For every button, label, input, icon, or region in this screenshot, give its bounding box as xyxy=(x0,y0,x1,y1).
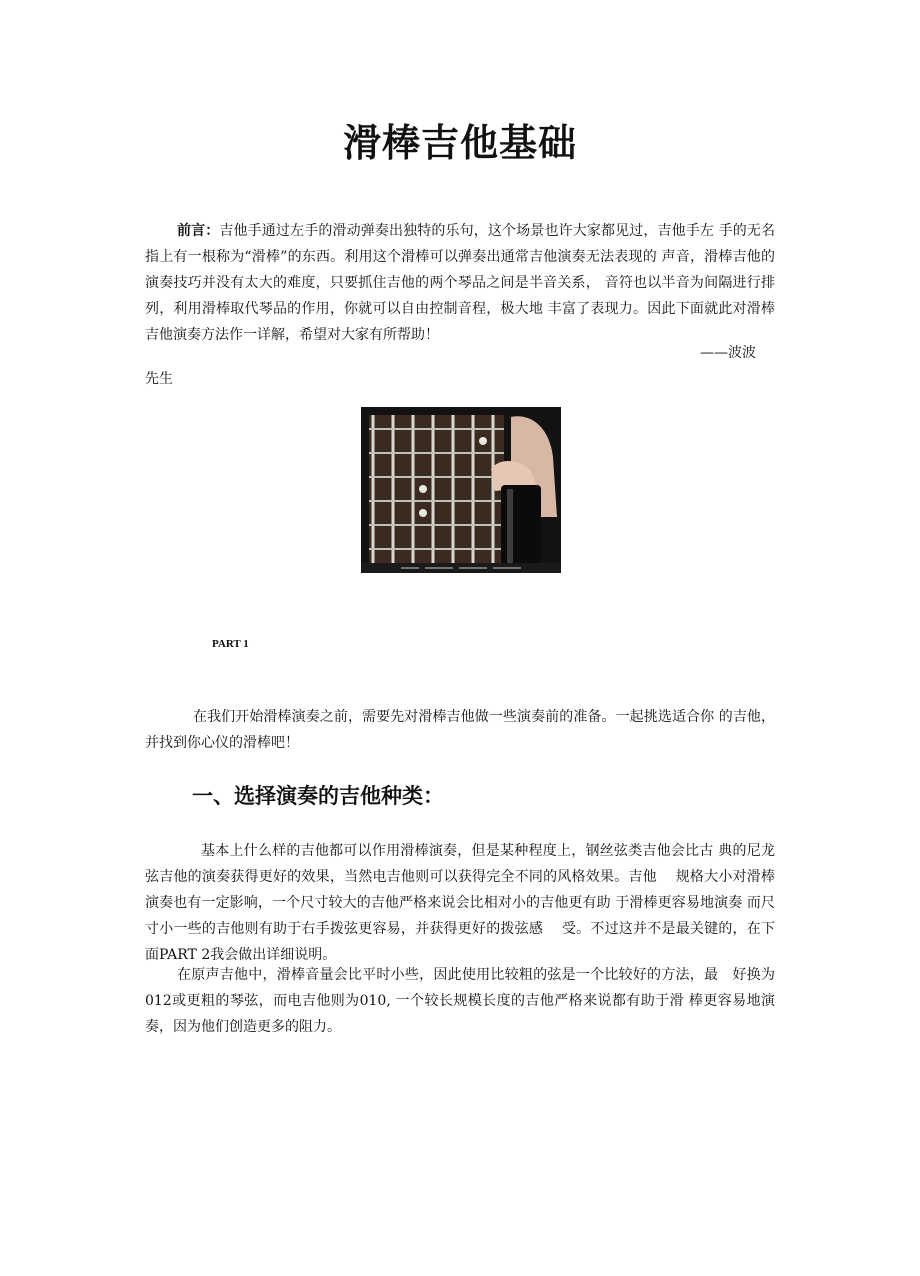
intro-paragraph: 在我们开始滑棒演奏之前，需要先对滑棒吉他做一些演奏前的准备。一起挑选适合你 的吉他，并找到你心仪的滑棒吧！ xyxy=(145,709,775,751)
author-signature-continued: 先生 xyxy=(145,371,173,387)
preface-text: 吉他手通过左手的滑动弹奏出独特的乐句，这个场景也许大家都见过，吉他手左 手的无名指上有一根称为“滑棒”的东西。利用这个滑棒可以弹奏出通常吉他演奏无法表现的 声音，滑棒吉他的演奏技巧并没有太大的难度，只要抓住吉他的两个琴品之间是半音关系， 音符也以半音为间隔进行排列，利用滑棒取代琴品的作用，你就可以自由控制音程，极大地 丰富了表现力。因此下面就此对滑棒吉他演奏方法作一详解，希望对大家有所帮助！ xyxy=(145,223,776,343)
preface-lead: 前言： xyxy=(177,223,220,239)
guitar-slide-photo xyxy=(361,407,561,573)
body-paragraph-1: 基本上什么样的吉他都可以作用滑棒演奏，但是某种程度上，钢丝弦类吉他会比古 典的尼龙弦吉他的演奏获得更好的效果，当然电吉他则可以获得完全不同的风格效果。吉他 规格大小对滑棒演奏也有一定影响，一个尺寸较大的吉他严格来说会比相对小的吉他更有助 于滑棒更容易地演奏 而尺寸小一些的吉他则有助于右手拨弦更容易，并获得更好的拨弦感 受。不过这并不是最关键的，在下面PART 2我会做出详细说明。 xyxy=(145,843,775,963)
preface-paragraph xyxy=(145,218,775,348)
guitar-slide-photo-icon xyxy=(361,407,561,573)
section-heading: 一、选择演奏的吉他种类： xyxy=(192,784,444,808)
part-label: PART 1 xyxy=(212,638,249,650)
page-title: 滑棒吉他基础 xyxy=(342,121,577,165)
author-signature: ——波波 xyxy=(700,345,756,361)
body-paragraph-2: 在原声吉他中，滑棒音量会比平时小些，因此使用比较粗的弦是一个比较好的方法，最 好换为012或更粗的琴弦，而电吉他则为010, 一个较长规模长度的吉他严格来说都有助于滑 棒更容易地演奏，因为他们创造更多的阻力。 xyxy=(145,967,775,1035)
